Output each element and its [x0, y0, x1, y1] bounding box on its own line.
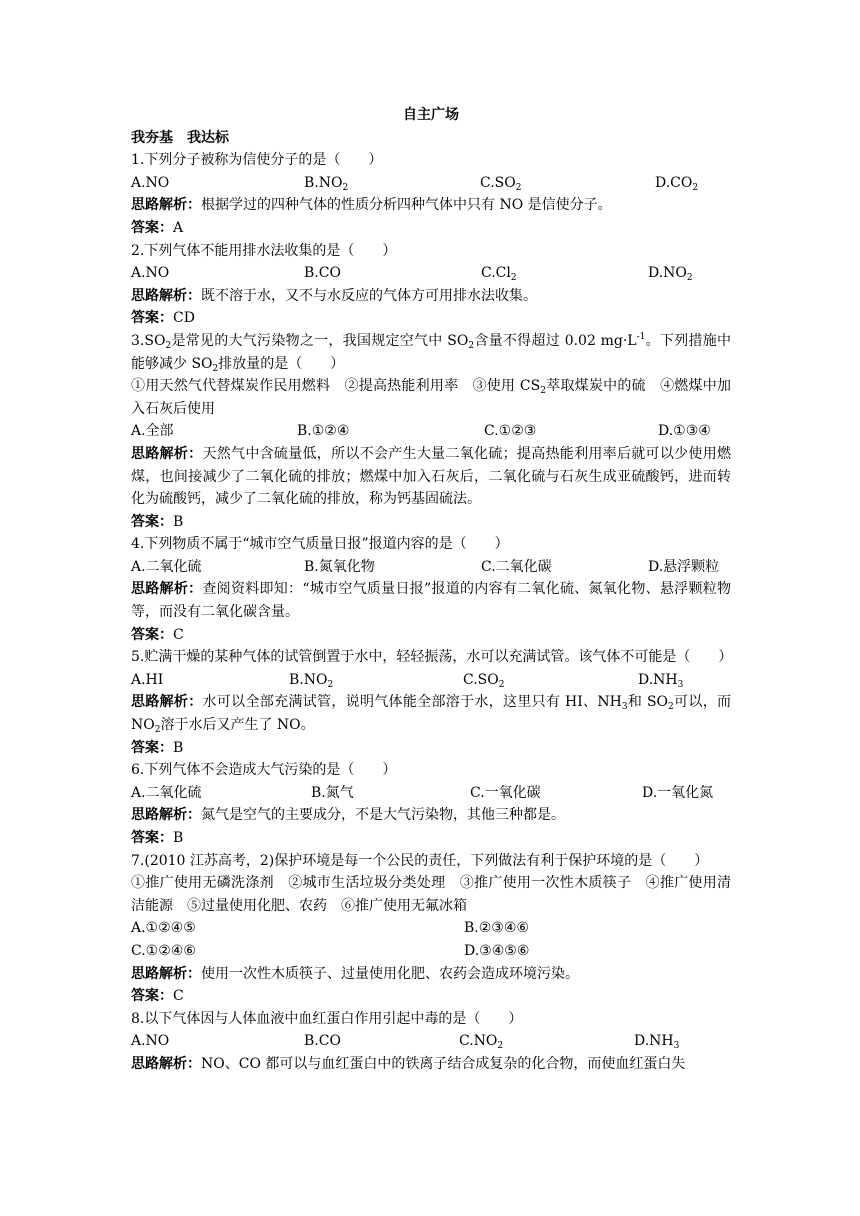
question-2-analysis: 思路解析：既不溶于水，又不与水反应的气体方可用排水法收集。 [131, 287, 537, 304]
question-6-stem: 6.下列气体不会造成大气污染的是（ ） [131, 762, 397, 779]
option-b: $B.NO_2$ [304, 174, 349, 193]
question-1-analysis: 思路解析：根据学过的四种气体的性质分析四种气体中只有 NO 是信使分子。 [131, 197, 612, 214]
question-3-choices: ①用天然气代替煤炭作民用燃料 ②提高热能利用率 ③使用 $CS_2$萃取煤炭中的硫 ④燃煤中加入石灰后使用 [131, 378, 731, 417]
option-b: B.CO [304, 265, 341, 282]
option-b: B.②③④⑥ [464, 920, 529, 937]
option-a: A.全部 [131, 423, 174, 440]
option-c: $C.SO_2$ [480, 174, 522, 193]
option-d: D.①③④ [658, 423, 711, 440]
question-7-choices: ①推广使用无磷洗涤剂 ②城市生活垃圾分类处理 ③推广使用一次性木质筷子 ④推广使用清洁能源 ⑤过量使用化肥、农药 ⑥推广使用无氟冰箱 [131, 875, 731, 914]
option-c: $C.SO_2$ [463, 671, 505, 690]
question-7-options-row-1 [131, 917, 731, 940]
question-1-options [131, 172, 731, 195]
option-b: $B.NO_2$ [289, 671, 334, 690]
question-8-stem: 8.以下气体因与人体血液中血红蛋白作用引起中毒的是（ ） [131, 1010, 523, 1027]
option-a: A.HI [131, 671, 164, 688]
option-b: B.CO [304, 1033, 341, 1050]
option-d: $D.NO_2$ [648, 265, 693, 284]
option-d: D.③④⑤⑥ [464, 942, 530, 959]
option-d: D.一氧化氮 [642, 784, 714, 801]
question-5-options [131, 669, 731, 692]
question-8-analysis: 思路解析：NO、CO 都可以与血红蛋白中的铁离子结合成复杂的化合物，而使血红蛋白失 [131, 1055, 686, 1072]
option-d: $D.NH_3$ [638, 671, 684, 690]
question-3-stem: $3.SO_2$是常见的大气污染物之一，我国规定空气中 $SO_2$含量不得超过 0.02 $mg\cdot L^{-1}$。下列措施中能够减少 $SO_2$排放量的是（ ） [131, 331, 731, 374]
option-c: $C.Cl_2$ [481, 265, 517, 284]
option-c: C.①②③ [484, 423, 537, 440]
document-body [131, 104, 731, 1076]
option-d: D.悬浮颗粒 [648, 558, 720, 575]
option-c: $C.NO_2$ [459, 1033, 504, 1052]
question-2-stem: 2.下列气体不能用排水法收集的是（ ） [131, 242, 397, 259]
option-a: A.NO [131, 174, 170, 191]
question-7-analysis: 思路解析：使用一次性木质筷子、过量使用化肥、农药会造成环境污染。 [131, 965, 579, 982]
section-heading: 我夯基 我达标 [131, 129, 229, 146]
option-a: A.二氧化硫 [131, 784, 202, 801]
question-2-options [131, 262, 731, 285]
question-4-analysis: 思路解析：查阅资料即知：“城市空气质量日报”报道的内容有二氧化硫、氮氧化物、悬浮颗粒物等，而没有二氧化碳含量。 [131, 581, 732, 621]
option-d: $D.NH_3$ [634, 1033, 680, 1052]
option-a: A.二氧化硫 [131, 558, 202, 575]
question-3-options [131, 420, 731, 443]
question-6-options [131, 782, 731, 805]
question-7-answer: 答案：C [131, 988, 184, 1005]
option-d: $D.CO_2$ [655, 174, 699, 193]
question-1-stem: 1.下列分子被称为信使分子的是（ ） [131, 152, 383, 169]
question-1-answer: 答案：A [131, 219, 184, 236]
question-4-answer: 答案：C [131, 626, 184, 643]
option-c: C.①②④⑥ [131, 942, 196, 959]
question-5-answer: 答案：B [131, 739, 184, 756]
question-8-options [131, 1030, 731, 1053]
page-title: 自主广场 [403, 107, 459, 123]
option-b: B.①②④ [297, 423, 350, 440]
option-b: B.氮氧化物 [304, 558, 375, 575]
question-2-answer: 答案：CD [131, 310, 195, 327]
option-c: C.二氧化碳 [481, 558, 552, 575]
question-6-answer: 答案：B [131, 830, 184, 846]
question-7-stem: 7.(2010 江苏高考，2)保护环境是每一个公民的责任，下列做法有利于保护环境的是（ ） [131, 852, 709, 869]
option-b: B.氮气 [311, 784, 354, 801]
option-a: A.NO [131, 1033, 170, 1050]
question-5-stem: 5.贮满干燥的某种气体的试管倒置于水中，轻轻振荡，水可以充满试管。该气体不可能是（ ） [131, 649, 733, 666]
question-4-stem: 4.下列物质不属于“城市空气质量日报”报道内容的是（ ） [131, 536, 509, 553]
question-6-analysis: 思路解析：氮气是空气的主要成分，不是大气污染物，其他三种都是。 [131, 807, 565, 824]
option-c: C.一氧化碳 [470, 784, 541, 801]
question-5-analysis: 思路解析：水可以全部充满试管，说明气体能全部溶于水，这里只有 HI、$NH_3$和 $SO_2$可以，而 $NO_2$溶于水后又产生了 NO。 [131, 694, 731, 736]
option-a: A.①②④⑤ [131, 920, 196, 937]
question-3-analysis: 思路解析：天然气中含硫量低，所以不会产生大量二氧化硫；提高热能利用率后就可以少使用燃煤，也间接减少了二氧化硫的排放；燃煤中加入石灰后，二氧化硫与石灰生成亚硫酸钙，进而转化为硫酸钙，减少了二氧化硫的排放，称为钙基固硫法。 [131, 445, 732, 508]
question-3-answer: 答案：B [131, 513, 184, 530]
question-4-options [131, 556, 731, 579]
option-a: A.NO [131, 265, 170, 282]
question-7-options-row-2 [131, 940, 731, 963]
